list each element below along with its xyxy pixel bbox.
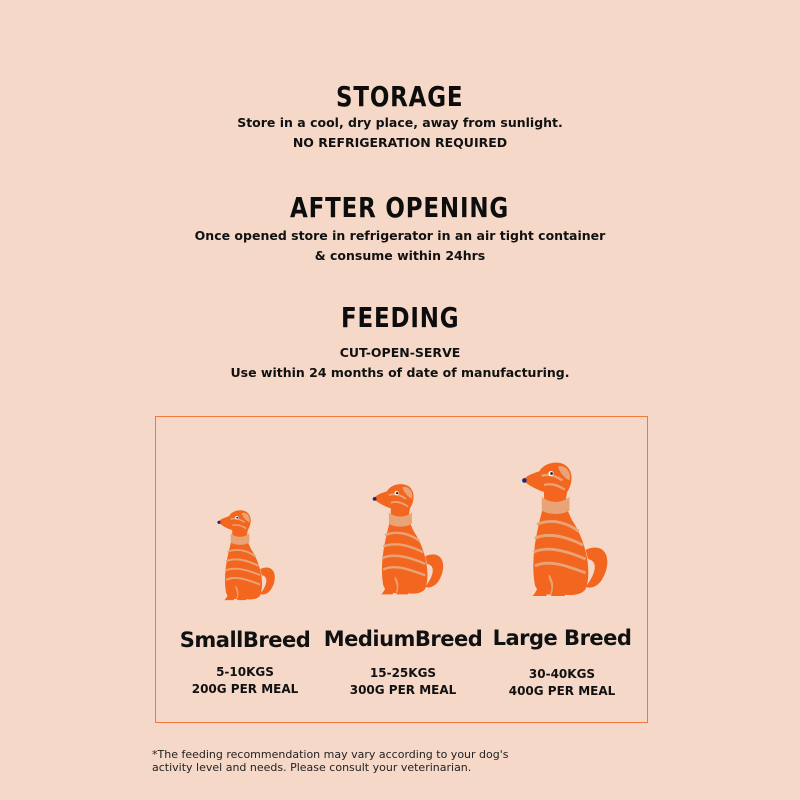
dog-small-icon bbox=[212, 495, 282, 615]
feeding-line-1: CUT-OPEN-SERVE bbox=[339, 345, 461, 360]
storage-line-2: NO REFRIGERATION REQUIRED bbox=[292, 135, 508, 150]
storage-section bbox=[0, 80, 800, 153]
after-opening-line-2: & consume within 24hrs bbox=[314, 248, 486, 263]
after-opening-heading: AFTER OPENING bbox=[290, 191, 510, 224]
dog-medium-icon bbox=[366, 466, 452, 612]
breed-large-name: Large Breed bbox=[492, 626, 632, 650]
breed-medium-name: MediumBreed bbox=[323, 627, 483, 651]
after-opening-section bbox=[0, 191, 800, 266]
dog-large-icon bbox=[514, 444, 618, 614]
breed-small bbox=[165, 628, 325, 698]
breed-large bbox=[482, 626, 642, 700]
feeding-line-2: Use within 24 months of date of manufacturing. bbox=[230, 365, 570, 380]
breed-small-portion: 200G PER MEAL bbox=[191, 682, 299, 696]
breed-small-name: SmallBreed bbox=[179, 628, 311, 652]
storage-line-1: Store in a cool, dry place, away from sunlight. bbox=[237, 115, 563, 130]
footnote-line-2: activity level and needs. Please consult your veterinarian. bbox=[152, 761, 472, 774]
breed-medium-portion: 300G PER MEAL bbox=[349, 683, 457, 697]
after-opening-line-1: Once opened store in refrigerator in an air tight container bbox=[194, 228, 606, 243]
footnote-line-1: *The feeding recommendation may vary according to your dog's bbox=[152, 748, 509, 761]
breed-medium-weight: 15-25KGS bbox=[369, 666, 437, 680]
breed-large-weight: 30-40KGS bbox=[528, 667, 596, 681]
breed-small-weight: 5-10KGS bbox=[216, 665, 274, 679]
feeding-heading: FEEDING bbox=[340, 301, 460, 334]
feeding-section bbox=[0, 301, 800, 383]
breed-medium bbox=[323, 627, 483, 699]
storage-heading: STORAGE bbox=[336, 80, 464, 113]
breed-large-portion: 400G PER MEAL bbox=[508, 684, 616, 698]
feeding-footnote bbox=[152, 748, 572, 774]
